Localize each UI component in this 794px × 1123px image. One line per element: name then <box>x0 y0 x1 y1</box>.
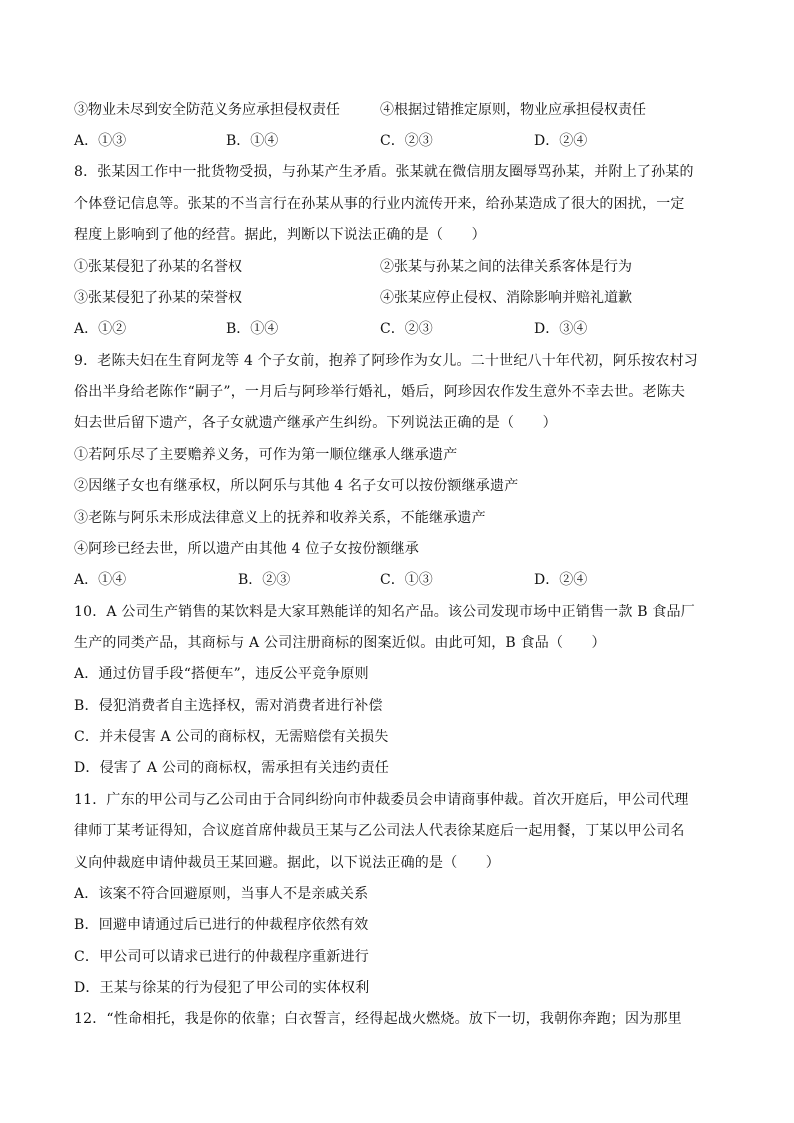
q8-stem-line-2: 个体登记信息等。张某的不当言行在孙某从事的行业内流传开来，给孙某造成了很大的困扰，一定 <box>74 196 685 212</box>
q9-stem-line-1: 9．老陈夫妇在生育阿龙等 4 个子女前，抱养了阿珍作为女儿。二十世纪八十年代初，阿乐按农村习 <box>74 353 698 369</box>
q7-option-b: B．①④ <box>226 133 279 149</box>
q11-choice-c: C．甲公司可以请求已进行的仲裁程序重新进行 <box>74 949 369 965</box>
q8-statement-1: ①张某侵犯了孙某的名誉权 <box>74 259 242 275</box>
q8-option-c: C．②③ <box>380 321 433 337</box>
q11-stem-line-2: 律师丁某考证得知，合议庭首席仲裁员王某与乙公司法人代表徐某庭后一起用餐，丁某以甲公司名 <box>74 823 685 839</box>
q9-statement-3: ③老陈与阿乐未形成法律意义上的抚养和收养关系，不能继承遗产 <box>74 510 486 526</box>
q7-option-c: C．②③ <box>380 133 433 149</box>
q9-stem-line-2: 俗出半身给老陈作“嗣子”，一月后与阿珍举行婚礼，婚后，阿珍因农作发生意外不幸去世。老陈夫 <box>74 384 686 400</box>
q7-option-d: D．②④ <box>534 133 588 149</box>
q9-option-a: A．①④ <box>74 572 127 588</box>
q8-option-a: A．①② <box>74 321 127 337</box>
q10-stem-line-2: 生产的同类产品，其商标与 A 公司注册商标的图案近似。由此可知，B 食品（ ） <box>74 635 606 651</box>
q10-choice-d: D．侵害了 A 公司的商标权，需承担有关违约责任 <box>74 760 390 776</box>
q9-option-b: B．②③ <box>238 572 291 588</box>
q8-option-b: B．①④ <box>226 321 279 337</box>
q11-choice-b: B．回避申请通过后已进行的仲裁程序依然有效 <box>74 917 369 933</box>
q11-choice-d: D．王某与徐某的行为侵犯了甲公司的实体权利 <box>74 980 370 996</box>
q9-statement-4: ④阿珍已经去世，所以遗产由其他 4 位子女按份额继承 <box>74 541 420 557</box>
q9-statement-1: ①若阿乐尽了主要赡养义务，可作为第一顺位继承人继承遗产 <box>74 447 458 463</box>
q10-choice-a: A．通过仿冒手段“搭便车”，违反公平竞争原则 <box>74 666 369 682</box>
q7-statement-4: ④根据过错推定原则，物业应承担侵权责任 <box>380 102 646 118</box>
q11-choice-a: A．该案不符合回避原则，当事人不是亲戚关系 <box>74 886 369 902</box>
q7-statement-3: ③物业未尽到安全防范义务应承担侵权责任 <box>74 102 340 118</box>
q8-statement-2: ②张某与孙某之间的法律关系客体是行为 <box>380 259 632 275</box>
q9-option-c: C．①③ <box>380 572 433 588</box>
q11-stem-line-1: 11．广东的甲公司与乙公司由于合同纠纷向市仲裁委员会申请商事仲裁。首次开庭后，甲公司代理 <box>74 792 689 808</box>
q7-option-a: A．①③ <box>74 133 127 149</box>
q9-statement-2: ②因继子女也有继承权，所以阿乐与其他 4 名子女可以按份额继承遗产 <box>74 478 519 494</box>
q9-option-d: D．②④ <box>534 572 588 588</box>
q8-stem-line-3: 程度上影响到了他的经营。据此，判断以下说法正确的是（ ） <box>74 227 486 243</box>
q9-stem-line-3: 妇去世后留下遗产，各子女就遗产继承产生纠纷。下列说法正确的是（ ） <box>74 415 557 431</box>
q12-stem-line-1: 12．“性命相托，我是你的依靠；白衣誓言，经得起战火燃烧。放下一切，我朝你奔跑；因为那里 <box>74 1011 682 1027</box>
q10-stem-line-1: 10．A 公司生产销售的某饮料是大家耳熟能详的知名产品。该公司发现市场中正销售一款 B 食品厂 <box>74 604 695 620</box>
q10-choice-b: B．侵犯消费者自主选择权，需对消费者进行补偿 <box>74 698 383 714</box>
q11-stem-line-3: 义向仲裁庭申请仲裁员王某回避。据此，以下说法正确的是（ ） <box>74 855 500 871</box>
q10-choice-c: C．并未侵害 A 公司的商标权，无需赔偿有关损失 <box>74 729 389 745</box>
q8-statement-3: ③张某侵犯了孙某的荣誉权 <box>74 290 242 306</box>
q8-statement-4: ④张某应停止侵权、消除影响并赔礼道歉 <box>380 290 632 306</box>
q8-stem-line-1: 8．张某因工作中一批货物受损，与孙某产生矛盾。张某就在微信朋友圈辱骂孙某，并附上了孙某的 <box>74 164 694 180</box>
q8-option-d: D．③④ <box>534 321 588 337</box>
